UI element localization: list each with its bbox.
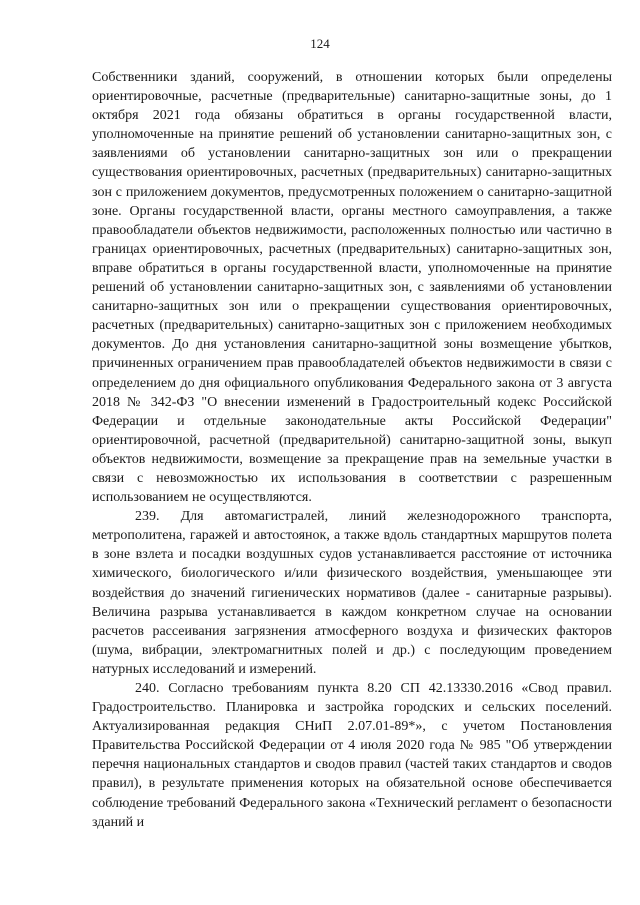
document-body: [92, 68, 612, 832]
paragraph-240: 240. Согласно требованиям пункта 8.20 СП 42.13330.2016 «Свод правил. Градостроительство. Планировка и застройка городских и сельских поселений. Актуализированная редакция СНиП 2.07.01-89*», с учетом Постановления Правительства Российской Федерации от 4 июля 2020 года № 985 "Об утверждении перечня национальных стандартов и сводов правил (частей таких стандартов и сводов правил), в результате применения которых на обязательной основе обеспечивается соблюдение требований Федерального закона «Технический регламент о безопасности зданий и: [92, 681, 612, 830]
paragraph-239: 239. Для автомагистралей, линий железнодорожного транспорта, метрополитена, гаражей и автостоянок, а также вдоль стандартных маршрутов полета в зоне взлета и посадки воздушных судов устанавливается расстояние от источника химического, биологического и/или физического воздействия, уменьшающее эти воздействия до значений гигиенических нормативов (далее - санитарные разрывы). Величина разрыва устанавливается в каждом конкретном случае на основании расчетов рассеивания загрязнения атмосферного воздуха и физических факторов (шума, вибрации, электромагнитных полей и др.) с последующим проведением натурных исследований и измерений.: [92, 509, 612, 677]
paragraph-sanitary-zones-owners: Собственники зданий, сооружений, в отношении которых были определены ориентировочные, расчетные (предварительные) санитарно-защитные зоны, до 1 октября 2021 года обязаны обратиться в органы государственной власти, уполномоченные на принятие решений об установлении санитарно-защитных зон, с заявлениями об установлении санитарно-защитных зон или о прекращении существования ориентировочных, расчетных (предварительных) санитарно-защитных зон с приложением документов, предусмотренных положением о санитарно-защитной зоне. Органы государственной власти, органы местного самоуправления, а также правообладатели объектов недвижимости, расположенных полностью или частично в границах ориентировочных, расчетных (предварительных) санитарно-защитных зон, вправе обратиться в органы государственной власти, уполномоченные на принятие решений об установлении санитарно-защитных зон, с заявлениями об установлении санитарно-защитных зон или о прекращении существования ориентировочных, расчетных (предварительных) санитарно-защитных зон с приложением необходимых документов. До дня установления санитарно-защитной зоны возмещение убытков, причиненных ограничением прав правообладателей объектов недвижимости в связи с определением до дня официального опубликования Федерального закона от 3 августа 2018 № 342-ФЗ "О внесении изменений в Градостроительный кодекс Российской Федерации и отдельные законодательные акты Российской Федерации" ориентировочной, расчетной (предварительной) санитарно-защитной зоны, выкуп объектов недвижимости, возмещение за прекращение прав на земельные участки в связи с невозможностью их использования в соответствии с разрешенным использованием не осуществляются.: [92, 70, 612, 506]
page-number: 124: [310, 36, 330, 51]
